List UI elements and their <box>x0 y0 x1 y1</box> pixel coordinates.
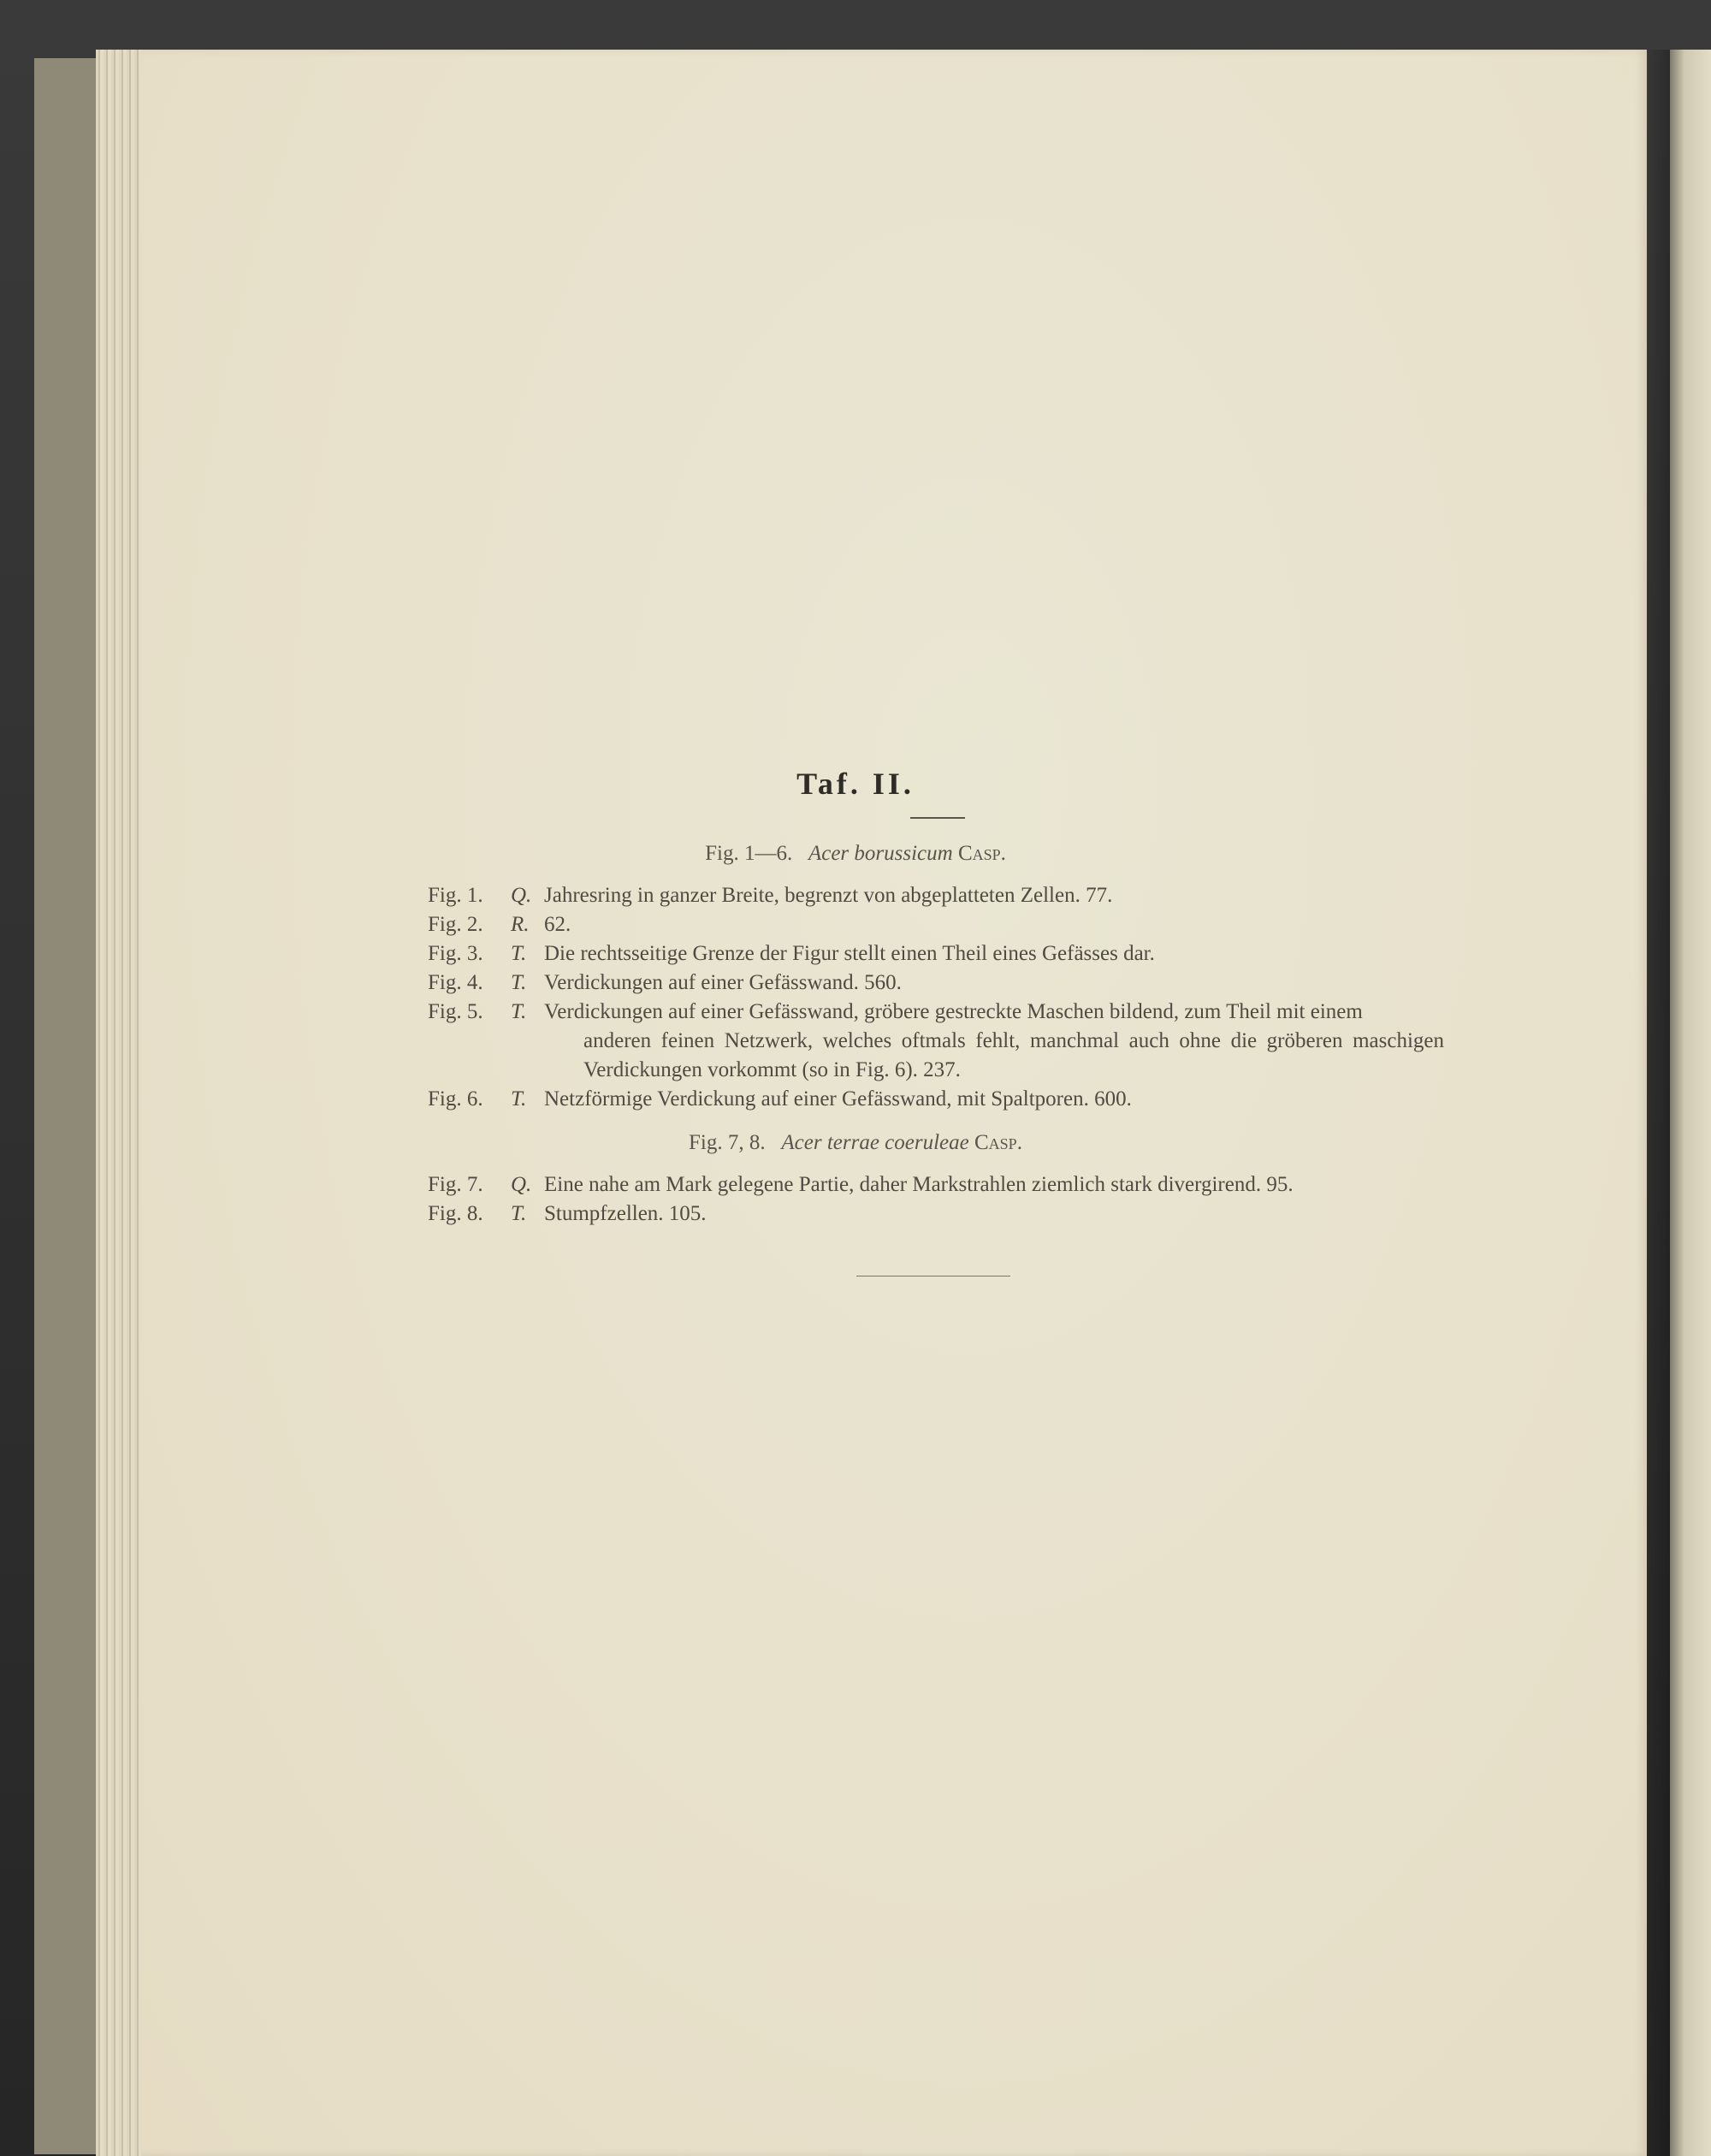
figure-label: Fig. 3. <box>428 942 483 965</box>
section-type: T. <box>511 1087 527 1111</box>
figure-label: Fig. 4. <box>428 971 483 994</box>
section-type: Q. <box>511 884 532 907</box>
figure-description: Netzförmige Verdickung auf einer Gefässwand, mit Spaltporen. 600. <box>544 1087 1132 1111</box>
figure-description <box>544 998 1444 1085</box>
section-type: T. <box>511 1000 527 1023</box>
section-type: T. <box>511 942 527 965</box>
figure-description: Verdickungen auf einer Gefässwand. 560. <box>544 971 902 994</box>
section-type: T. <box>511 1202 527 1225</box>
section-figure-range: Fig. 7, 8. <box>689 1131 766 1154</box>
figure-label: Fig. 7. <box>428 1173 483 1196</box>
figure-label: Fig. 5. <box>428 1000 483 1023</box>
section-figure-range: Fig. 1—6. <box>705 842 793 865</box>
figure-label: Fig. 8. <box>428 1202 483 1225</box>
figure-description-continuation: anderen feinen Netzwerk, welches oftmals fehlt, manchmal auch ohne die gröberen maschigen Verdickungen vorkommt (so in Fig. 6). 237. <box>583 1029 1444 1081</box>
gutter-shadow <box>1644 50 1670 2156</box>
figure-description: 62. <box>544 913 571 936</box>
facing-page-edge <box>1670 50 1711 2156</box>
species-name: Acer borussicum <box>808 842 953 865</box>
section-type: R. <box>511 913 530 936</box>
figure-description: Jahresring in ganzer Breite, begrenzt von abgeplatteten Zellen. 77. <box>544 884 1113 907</box>
figure-description: Stumpfzellen. 105. <box>544 1202 707 1225</box>
section-heading <box>0 842 1711 866</box>
species-name: Acer terrae coeruleae <box>781 1131 969 1154</box>
plate-title: Taf. II. <box>796 767 915 801</box>
figure-description-line: Verdickungen auf einer Gefässwand, gröbere gestreckte Maschen bildend, zum Theil mit einem <box>544 1000 1363 1023</box>
figure-label: Fig. 6. <box>428 1087 483 1111</box>
figure-description: Die rechtsseitige Grenze der Figur stellt einen Theil eines Gefässes dar. <box>544 942 1155 965</box>
species-author: Casp. <box>974 1131 1022 1154</box>
section-type: T. <box>511 971 527 994</box>
section-heading <box>0 1131 1711 1155</box>
species-author: Casp. <box>957 842 1006 865</box>
section-type: Q. <box>511 1173 532 1196</box>
figure-label: Fig. 2. <box>428 913 483 936</box>
figure-description: Eine nahe am Mark gelegene Partie, daher Markstrahlen ziemlich stark divergirend. 95. <box>544 1173 1294 1196</box>
figure-label: Fig. 1. <box>428 884 483 907</box>
title-rule <box>910 817 965 819</box>
page-edges <box>96 50 147 2156</box>
